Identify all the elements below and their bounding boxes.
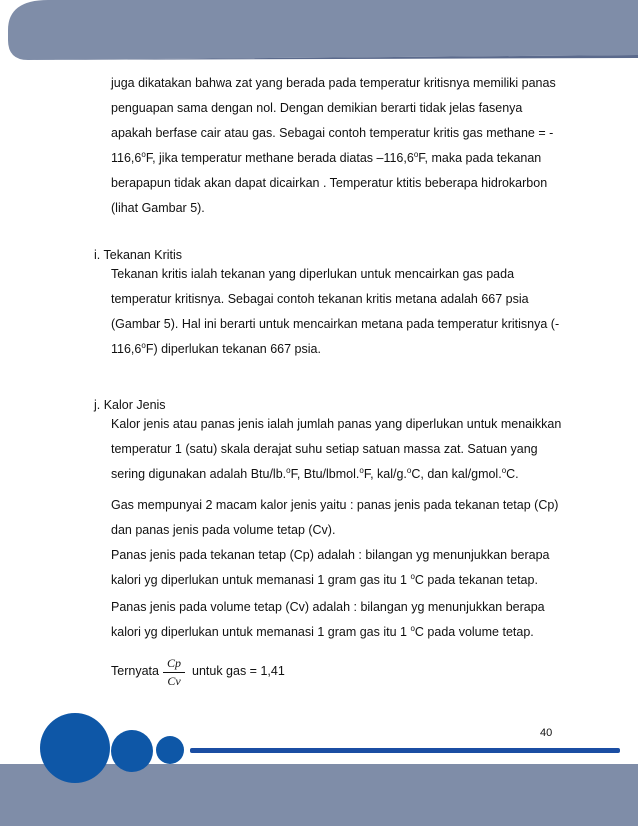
ratio-suffix: untuk gas = 1,41: [192, 664, 285, 678]
header-banner: [8, 0, 638, 60]
text-line: juga dikatakan bahwa zat yang berada pada temperatur kritisnya memiliki panas: [111, 76, 556, 90]
text-line: temperatur kritisnya. Sebagai contoh tekanan kritis metana adalah 667 psia: [111, 292, 529, 306]
section-j-paragraph-3: [111, 543, 563, 593]
fraction-numerator: Cp: [166, 656, 181, 670]
text-line: (lihat Gambar 5).: [111, 201, 205, 215]
degree-mark: o: [406, 466, 412, 475]
text-line: dan panas jenis pada volume tetap (Cv).: [111, 523, 336, 537]
footer-rule: [190, 748, 620, 753]
text-line: apakah berfase cair atau gas. Sebagai contoh temperatur kritis gas methane = -: [111, 126, 554, 140]
footer-decoration: [0, 690, 638, 826]
text-line: Panas jenis pada tekanan tetap (Cp) adalah : bilangan yg menunjukkan berapa: [111, 548, 550, 562]
degree-mark: o: [410, 572, 415, 581]
page-number: 40: [540, 727, 553, 739]
section-j-paragraph-1: [111, 412, 563, 487]
text-line: kalori yg diperlukan untuk memanasi 1 gram gas itu 1 $^o$C pada tekanan tetap.: [111, 572, 538, 587]
text-line: (Gambar 5). Hal ini berarti untuk mencairkan metana pada temperatur kritisnya (-: [111, 317, 560, 331]
section-j-paragraph-4: [111, 595, 563, 645]
fraction-denominator: Cv: [167, 674, 181, 688]
degree-mark: o: [141, 341, 146, 350]
intro-paragraph: [111, 71, 563, 221]
text-line: Gas mempunyai 2 macam kalor jenis yaitu : panas jenis pada tekanan tetap (Cp): [111, 498, 559, 512]
degree-mark: o: [359, 466, 364, 475]
degree-mark: o: [501, 466, 507, 475]
text-line: berapapun tidak akan dapat dicairkan . Temperatur ktitis beberapa hidrokarbon: [111, 176, 548, 190]
text-line: kalori yg diperlukan untuk memanasi 1 gram gas itu 1 $^o$C pada volume tetap.: [111, 624, 534, 639]
text-line: Kalor jenis atau panas jenis ialah jumlah panas yang diperlukan untuk menaikkan: [111, 417, 562, 431]
degree-mark: o: [141, 150, 146, 159]
text-line: temperatur 1 (satu) skala derajat suhu setiap satuan massa zat. Satuan yang: [111, 442, 538, 456]
footer-circle-large: [40, 713, 110, 783]
footer-circle-medium: [111, 730, 153, 772]
ratio-prefix: Ternyata: [111, 664, 159, 678]
text-line: sering digunakan adalah Btu/lb.$^o$F, Btu/lbmol.$^o$F, kal/g.$^o$C, dan kal/gmol.$^o$C.: [111, 466, 519, 481]
section-heading-tekanan-kritis: i. Tekanan Kritis: [94, 248, 183, 262]
degree-mark: o: [286, 466, 291, 475]
section-heading-kalor-jenis: j. Kalor Jenis: [94, 398, 166, 412]
cp-cv-fraction: [163, 656, 185, 689]
section-j-paragraph-2: [111, 493, 563, 543]
text-line: 116,6$^o$F) diperlukan tekanan 667 psia.: [111, 341, 321, 356]
text-line: Tekanan kritis ialah tekanan yang diperlukan untuk mencairkan gas pada: [111, 267, 515, 281]
text-line: Panas jenis pada volume tetap (Cv) adalah : bilangan yg menunjukkan berapa: [111, 600, 545, 614]
text-line: 116,6$^o$F, jika temperatur methane berada diatas –116,6$^o$F, maka pada tekanan: [111, 150, 542, 165]
section-i-paragraph: [111, 262, 563, 362]
footer-circle-small: [156, 736, 184, 764]
degree-mark: o: [410, 624, 415, 633]
degree-mark: o: [413, 150, 419, 159]
text-line: penguapan sama dengan nol. Dengan demikian berarti tidak jelas fasenya: [111, 101, 523, 115]
fraction-bar: [163, 672, 185, 673]
